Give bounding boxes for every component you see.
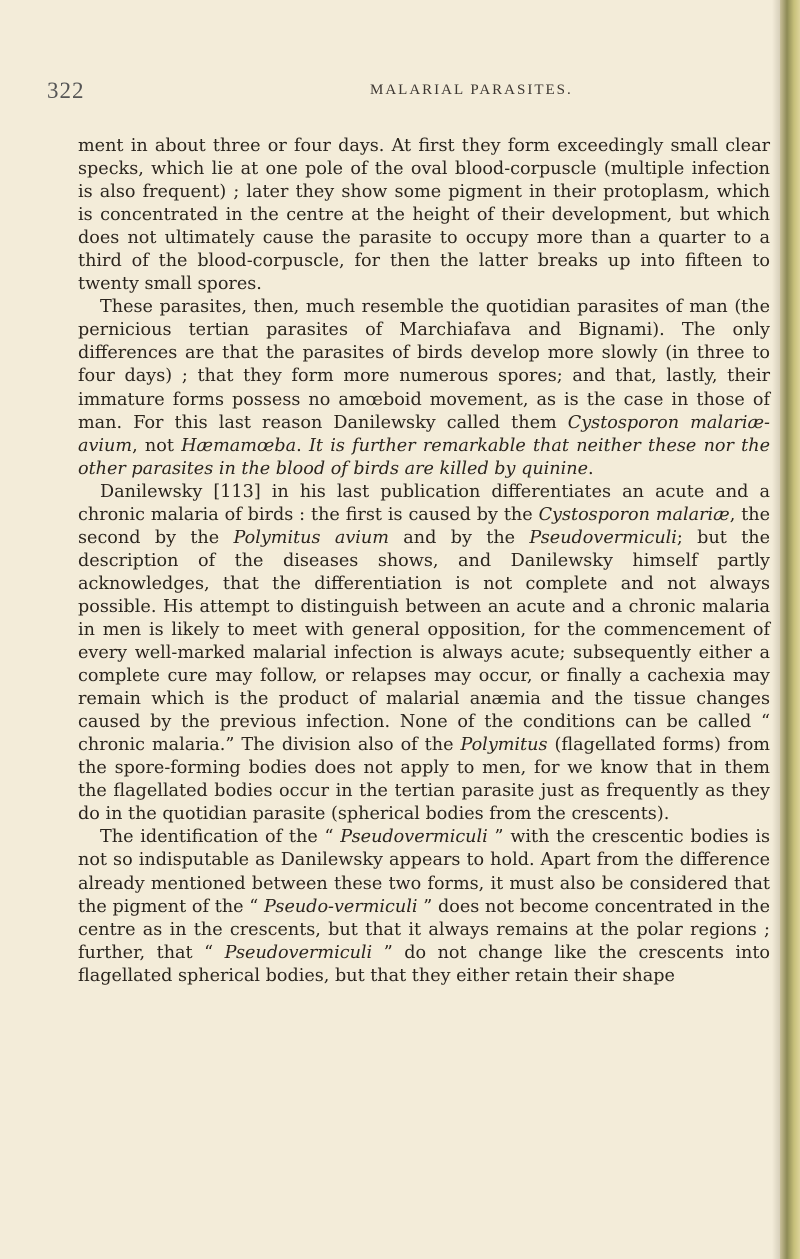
text-run: Danilewsky [113] in his last publication differentiates an acute and a chronic malaria of birds : the first is caused by the (78, 481, 770, 525)
text-run: , the second by the (78, 504, 771, 548)
italic-term: Pseudovermiculi (224, 942, 373, 963)
italic-term: Cystosporon malariæ (538, 504, 730, 525)
paragraph-4 (78, 826, 770, 987)
text-run: These parasites, then, much resemble the quotidian parasites of man (the pernicious tertian parasites of Marchiafava and Bignami). The only differences are that the parasites of birds develop more slowly (in three to four days) ; that they form more numerous spores; and that, lastly, their immature forms possess no amœboid movement, as is the case in those of man. For this last reason Danilewsky called them (78, 297, 770, 433)
italic-sentence: It is further remarkable that neither these nor the other parasites in the blood of birds are killed by quinine (78, 435, 770, 479)
text-run: ; but the description of the diseases shows, and Danilewsky himself partly acknowledges, that the differentiation is not complete and not always possible. His attempt to distinguish between an acute and a chronic malaria in men is likely to meet with general opposition, for the commencement of every well-marked malarial infection is always acute; subsequently either a complete cure may follow, or relapses may occur, or finally a cachexia may remain which is the product of malarial anæmia and the tissue changes caused by the previous infection. None of the conditions can be called “ chronic malaria.” The division also of the (78, 527, 771, 756)
page-number: 322 (47, 78, 85, 103)
text-run: ” with the crescentic bodies is not so indisputable as Danilewsky appears to hold. Apart from the difference already mentioned between these two forms, it must also be considered that the pigment of the “ (78, 827, 770, 917)
italic-term: Hæmamœba (181, 435, 297, 456)
text-run: The identification of the “ (100, 827, 341, 848)
paragraph-3 (78, 481, 770, 827)
italic-term: Cystosporon malariæ-avium (78, 412, 770, 456)
text-run: and by the (388, 527, 530, 548)
italic-term: Polymitus avium (233, 527, 389, 548)
text-run: ” does not become concentrated in the centre as in the crescents, but that it always remains at the polar regions ; further, that “ (78, 896, 770, 963)
italic-term: Pseudovermiculi (340, 827, 488, 848)
text-run: ment in about three or four days. At first they form exceedingly small clear specks, which lie at one pole of the oval blood-corpuscle (multiple infection is also frequent) ; later they show some pigment in their protoplasm, which is concentrated in the centre at the height of their development, but which does not ultimately cause the parasite to occupy more than a quarter to a third of the blood-corpuscle, for then the latter breaks up into fifteen to twenty small spores. (78, 136, 770, 295)
running-head: MALARIAL PARASITES. (370, 82, 573, 98)
page-edge-shadow (772, 0, 780, 1259)
page-header (0, 78, 780, 118)
paragraph-2 (78, 296, 770, 480)
text-run: (flagellated forms) from the spore-forming bodies does not apply to men, for we know that in them the flagellated bodies occur in the tertian parasite just as frequently as they do in the quotidian parasite (spherical bodies from the crescents). (78, 735, 770, 825)
page-edge (780, 0, 800, 1259)
body-text (78, 135, 770, 988)
text-run: . (588, 458, 594, 479)
text-run: . (296, 435, 309, 456)
text-run: ” do not change like the crescents into flagellated spherical bodies, but that they either retain their shape (78, 942, 770, 986)
paragraph-1 (78, 135, 770, 296)
text-run: , not (132, 435, 182, 456)
italic-term: Pseudovermiculi (529, 527, 677, 548)
italic-term: Pseudo-vermiculi (264, 896, 418, 917)
italic-term: Polymitus (460, 735, 548, 756)
